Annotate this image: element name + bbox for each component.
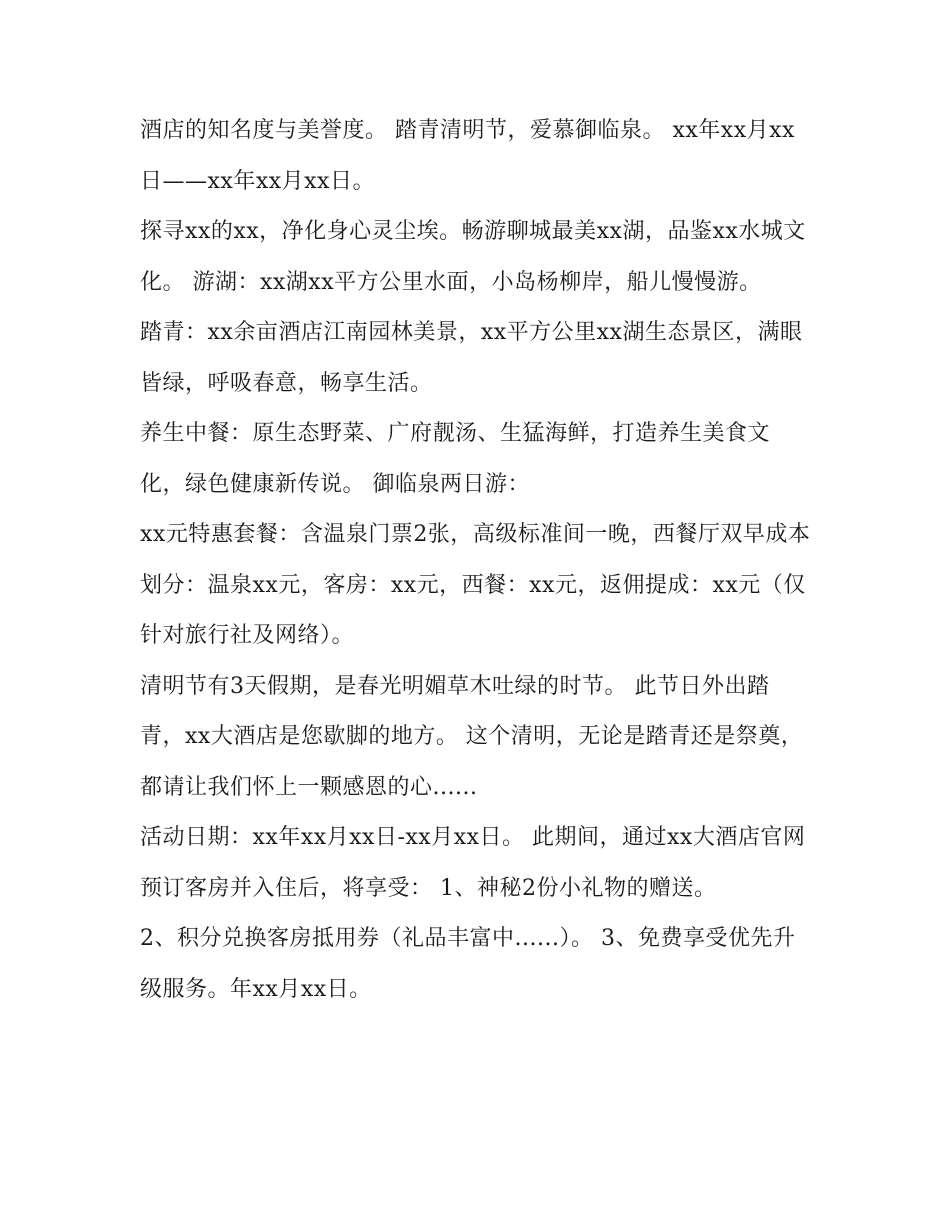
paragraph-5: xx元特惠套餐：含温泉门票2张，高级标准间一晚，西餐厅双早成本划分：温泉xx元，客房：xx元，西餐：xx元，返佣提成：xx元（仅针对旅行社及网络）。 — [140, 522, 811, 648]
paragraph-7: 活动日期：xx年xx月xx日-xx月xx日。 此期间，通过xx大酒店官网预订客房并入住后，将享受： 1、神秘2份小礼物的赠送。 — [140, 825, 806, 901]
paragraph-2: 探寻xx的xx，净化身心灵尘埃。畅游聊城最美xx湖，品鉴xx水城文化。 游湖：xx湖xx平方公里水面，小岛杨柳岸，船儿慢慢游。 — [140, 219, 806, 295]
paragraph-6: 清明节有3天假期，是春光明媚草木吐绿的时节。 此节日外出踏青，xx大酒店是您歇脚的地方。 这个清明，无论是踏青还是祭奠，都请让我们怀上一颗感恩的心...... — [140, 673, 804, 800]
document-body — [140, 106, 812, 1015]
paragraph-1: 酒店的知名度与美誉度。 踏青清明节，爱慕御临泉。 xx年xx月xx日——xx年xx月xx日。 — [140, 118, 795, 194]
paragraph-8: 2、积分兑换客房抵用券（礼品丰富中......）。 3、免费享受优先升级服务。年xx月xx日。 — [140, 926, 796, 1002]
paragraph-4: 养生中餐：原生态野菜、广府靓汤、生猛海鲜，打造养生美食文化，绿色健康新传说。 御临泉两日游： — [140, 421, 771, 497]
paragraph-3: 踏青：xx余亩酒店江南园林美景，xx平方公里xx湖生态景区，满眼皆绿，呼吸春意，畅享生活。 — [140, 320, 803, 396]
